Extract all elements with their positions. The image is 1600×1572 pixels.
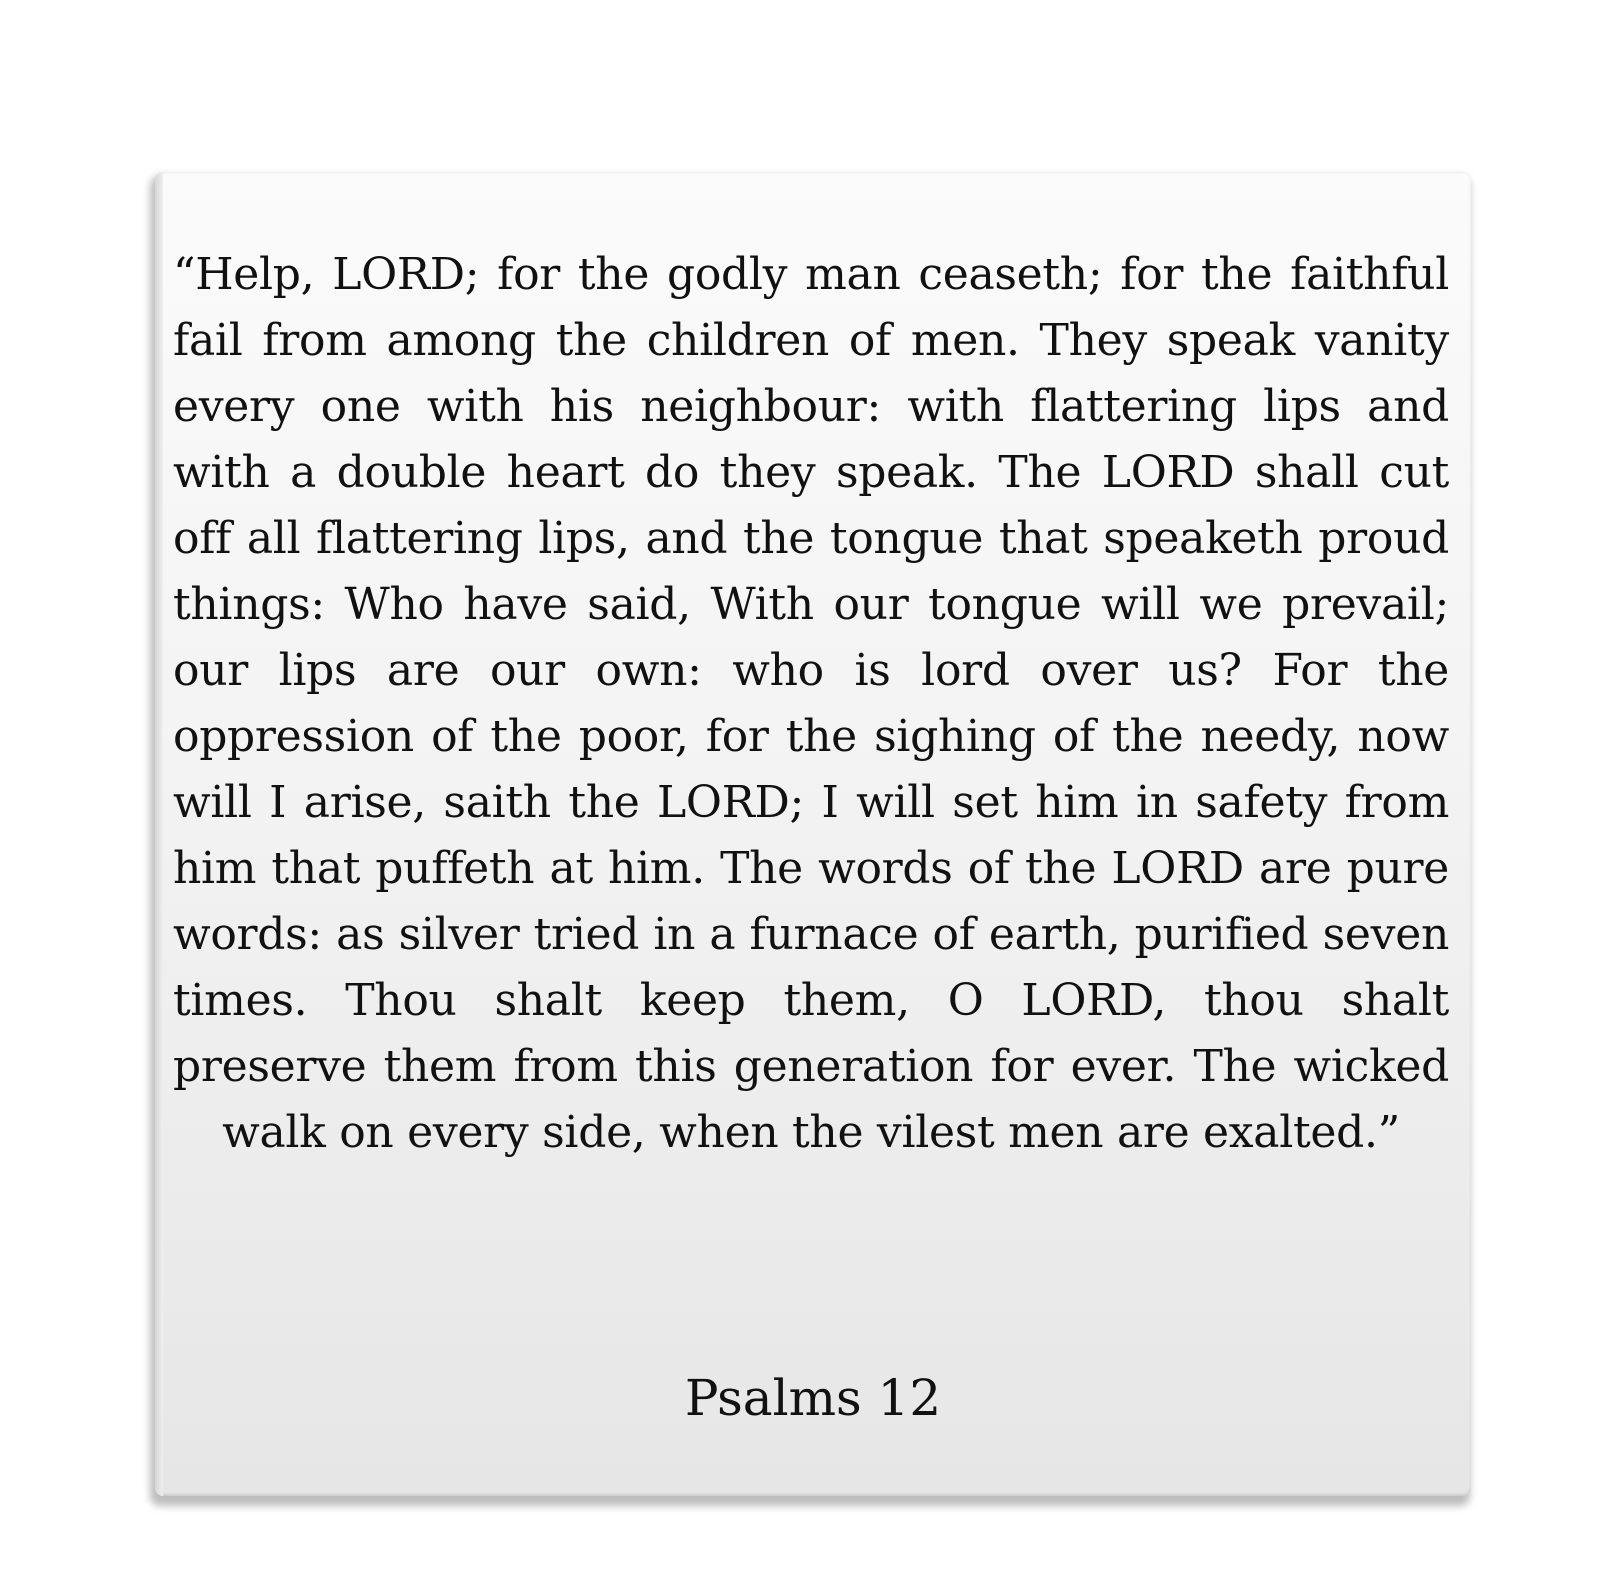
tile-edge	[155, 172, 163, 1496]
verse-reference: Psalms 12	[684, 1369, 942, 1427]
verse-text: “Help, LORD; for the godly man ceaseth; for the faithful fail from among the children of men. They speak vanity every one with his neighbour: with flattering lips and with a double heart do they speak. The LORD shall cut off all flattering lips, and the tongue that speaketh proud things: Who have said, With our tongue will we prevail; our lips are our own: who is lord over us? For the oppression of the poor, for the sighing of the needy, now will I arise, saith the LORD; I will set him in safety from him that puffeth at him. The words of the LORD are pure words: as silver tried in a furnace of earth, purified seven times. Thou shalt keep them, O LORD, thou shalt preserve them from this generation for ever. The wicked walk on every side, when the vilest men are exalted.”	[173, 249, 1449, 1158]
ceramic-tile	[155, 172, 1471, 1496]
